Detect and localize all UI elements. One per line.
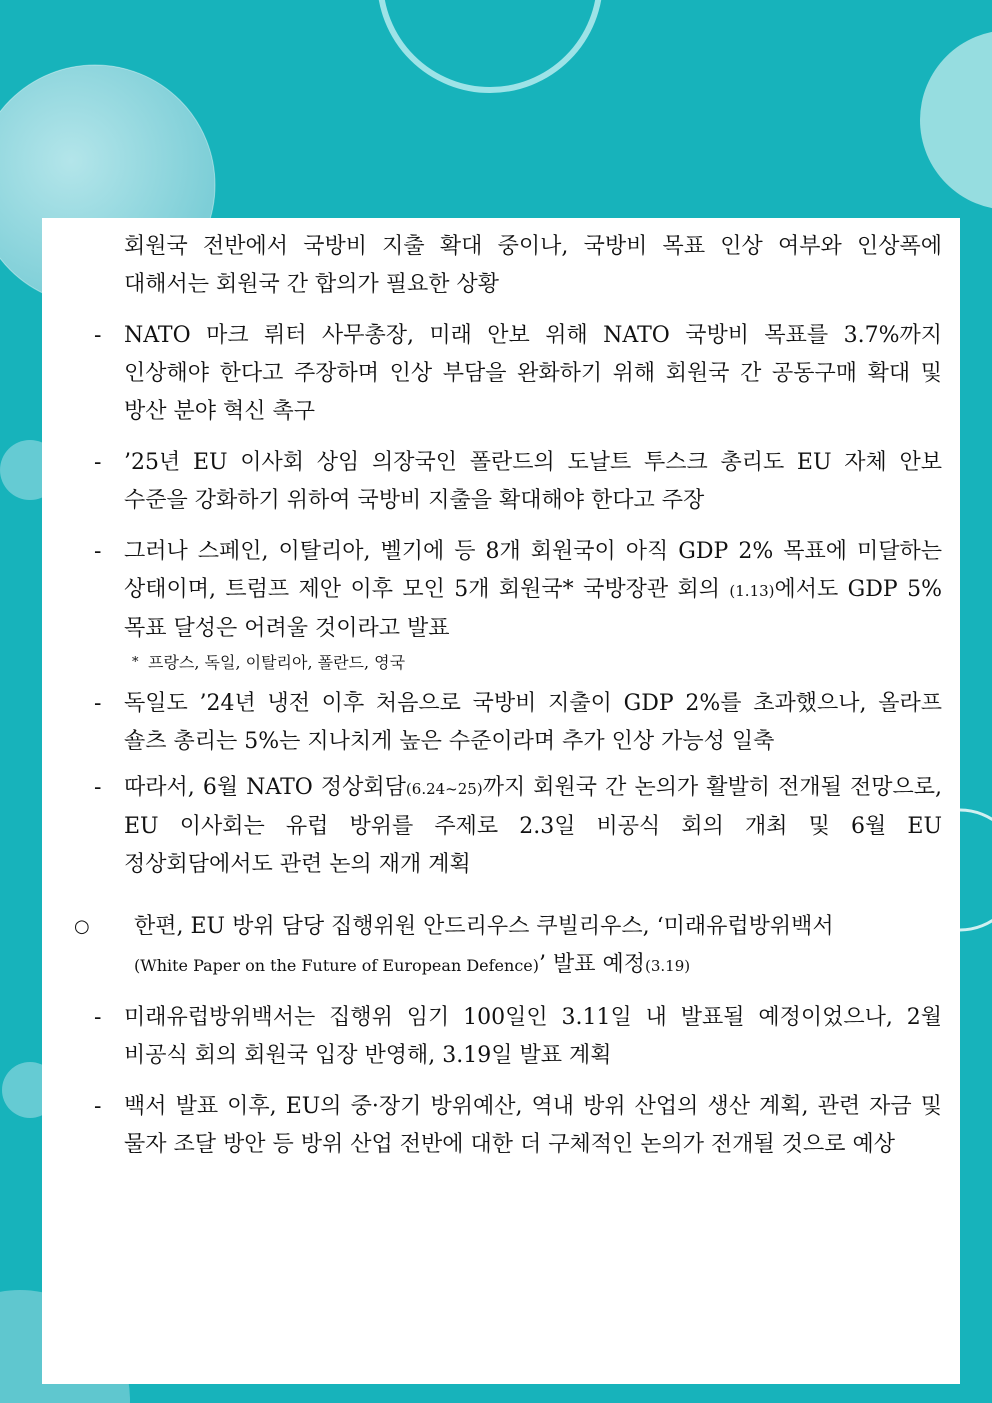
bullet-germany bbox=[72, 685, 942, 761]
section-white-paper bbox=[72, 908, 942, 985]
paragraph-text: NATO 마크 뤼터 사무총장, 미래 안보 위해 NATO 국방비 목표를 3.7%까지 인상해야 한다고 주장하며 인상 부담을 완화하기 위해 회원국 간 공동구매 확대 및 방산 분야 혁신 촉구 bbox=[124, 323, 942, 424]
dash-marker: - bbox=[94, 775, 102, 800]
paragraph-text: 그러나 스페인, 이탈리아, 벨기에 등 8개 회원국이 아직 GDP 2% 목표에 미달하는 상태이며, 트럼프 제안 이후 모인 5개 회원국* 국방장관 회의 bbox=[124, 539, 942, 602]
dash-marker: - bbox=[94, 1094, 102, 1119]
date-note: (1.13) bbox=[729, 582, 775, 600]
bullet-nato-rutte bbox=[72, 317, 942, 431]
footnote-marker: * bbox=[132, 655, 139, 670]
paragraph-text: 한편, EU 방위 담당 집행위원 안드리우스 쿠빌리우스, ‘미래유럽방위백서 bbox=[134, 914, 834, 939]
footnote bbox=[72, 650, 942, 676]
paragraph-text: 에서도 GDP 5% 목표 달성은 어려울 것이라고 발표 bbox=[124, 577, 942, 641]
paragraph-intro bbox=[72, 228, 942, 304]
bullet-gdp-target bbox=[72, 533, 942, 648]
dash-marker: - bbox=[94, 323, 102, 348]
bullet-white-paper-schedule bbox=[72, 999, 942, 1075]
paragraph-text: 따라서, 6월 NATO 정상회담 bbox=[124, 775, 406, 800]
bullet-nato-summit bbox=[72, 769, 942, 884]
paragraph-text: 회원국 전반에서 국방비 지출 확대 중이나, 국방비 목표 인상 여부와 인상폭에 대해서는 회원국 간 합의가 필요한 상황 bbox=[124, 234, 942, 297]
paragraph-text: ’25년 EU 이사회 상임 의장국인 폴란드의 도날트 투스크 총리도 EU 자체 안보 수준을 강화하기 위하여 국방비 지출을 확대해야 한다고 주장 bbox=[124, 450, 942, 513]
bullet-poland-tusk bbox=[72, 444, 942, 520]
english-title: (White Paper on the Future of European Defence) bbox=[134, 956, 539, 975]
dash-marker: - bbox=[94, 691, 102, 716]
paragraph-text: 미래유럽방위백서는 집행위 임기 100일인 3.11일 내 발표될 예정이었으나, 2월 비공식 회의 회원국 입장 반영해, 3.19일 발표 계획 bbox=[124, 1005, 942, 1068]
paragraph-text: 백서 발표 이후, EU의 중·장기 방위예산, 역내 방위 산업의 생산 계획, 관련 자금 및 물자 조달 방안 등 방위 산업 전반에 대한 더 구체적인 논의가 전개될 것으로 예상 bbox=[124, 1094, 942, 1157]
date-note: (3.19) bbox=[645, 957, 691, 975]
content-panel bbox=[42, 218, 960, 1384]
dash-marker: - bbox=[94, 1005, 102, 1030]
paragraph-text: ’ 발표 예정 bbox=[539, 952, 645, 977]
circle-bullet-icon: ○ bbox=[74, 916, 90, 937]
paragraph-text: 독일도 ’24년 냉전 이후 처음으로 국방비 지출이 GDP 2%를 초과했으나, 올라프 숄츠 총리는 5%는 지나치게 높은 수준이라며 추가 인상 가능성 일축 bbox=[124, 691, 942, 754]
bullet-white-paper-outlook bbox=[72, 1088, 942, 1164]
date-note: (6.24~25) bbox=[405, 780, 483, 798]
footnote-text: 프랑스, 독일, 이탈리아, 폴란드, 영국 bbox=[148, 653, 406, 672]
dash-marker: - bbox=[94, 539, 102, 564]
dash-marker: - bbox=[94, 450, 102, 475]
document-body bbox=[42, 218, 960, 1384]
paragraph-text: 까지 회원국 간 논의가 활발히 전개될 전망으로, EU 이사회는 유럽 방위를 주제로 2.3일 비공식 회의 개최 및 6월 EU 정상회담에서도 관련 논의 재개 계획 bbox=[124, 775, 942, 877]
